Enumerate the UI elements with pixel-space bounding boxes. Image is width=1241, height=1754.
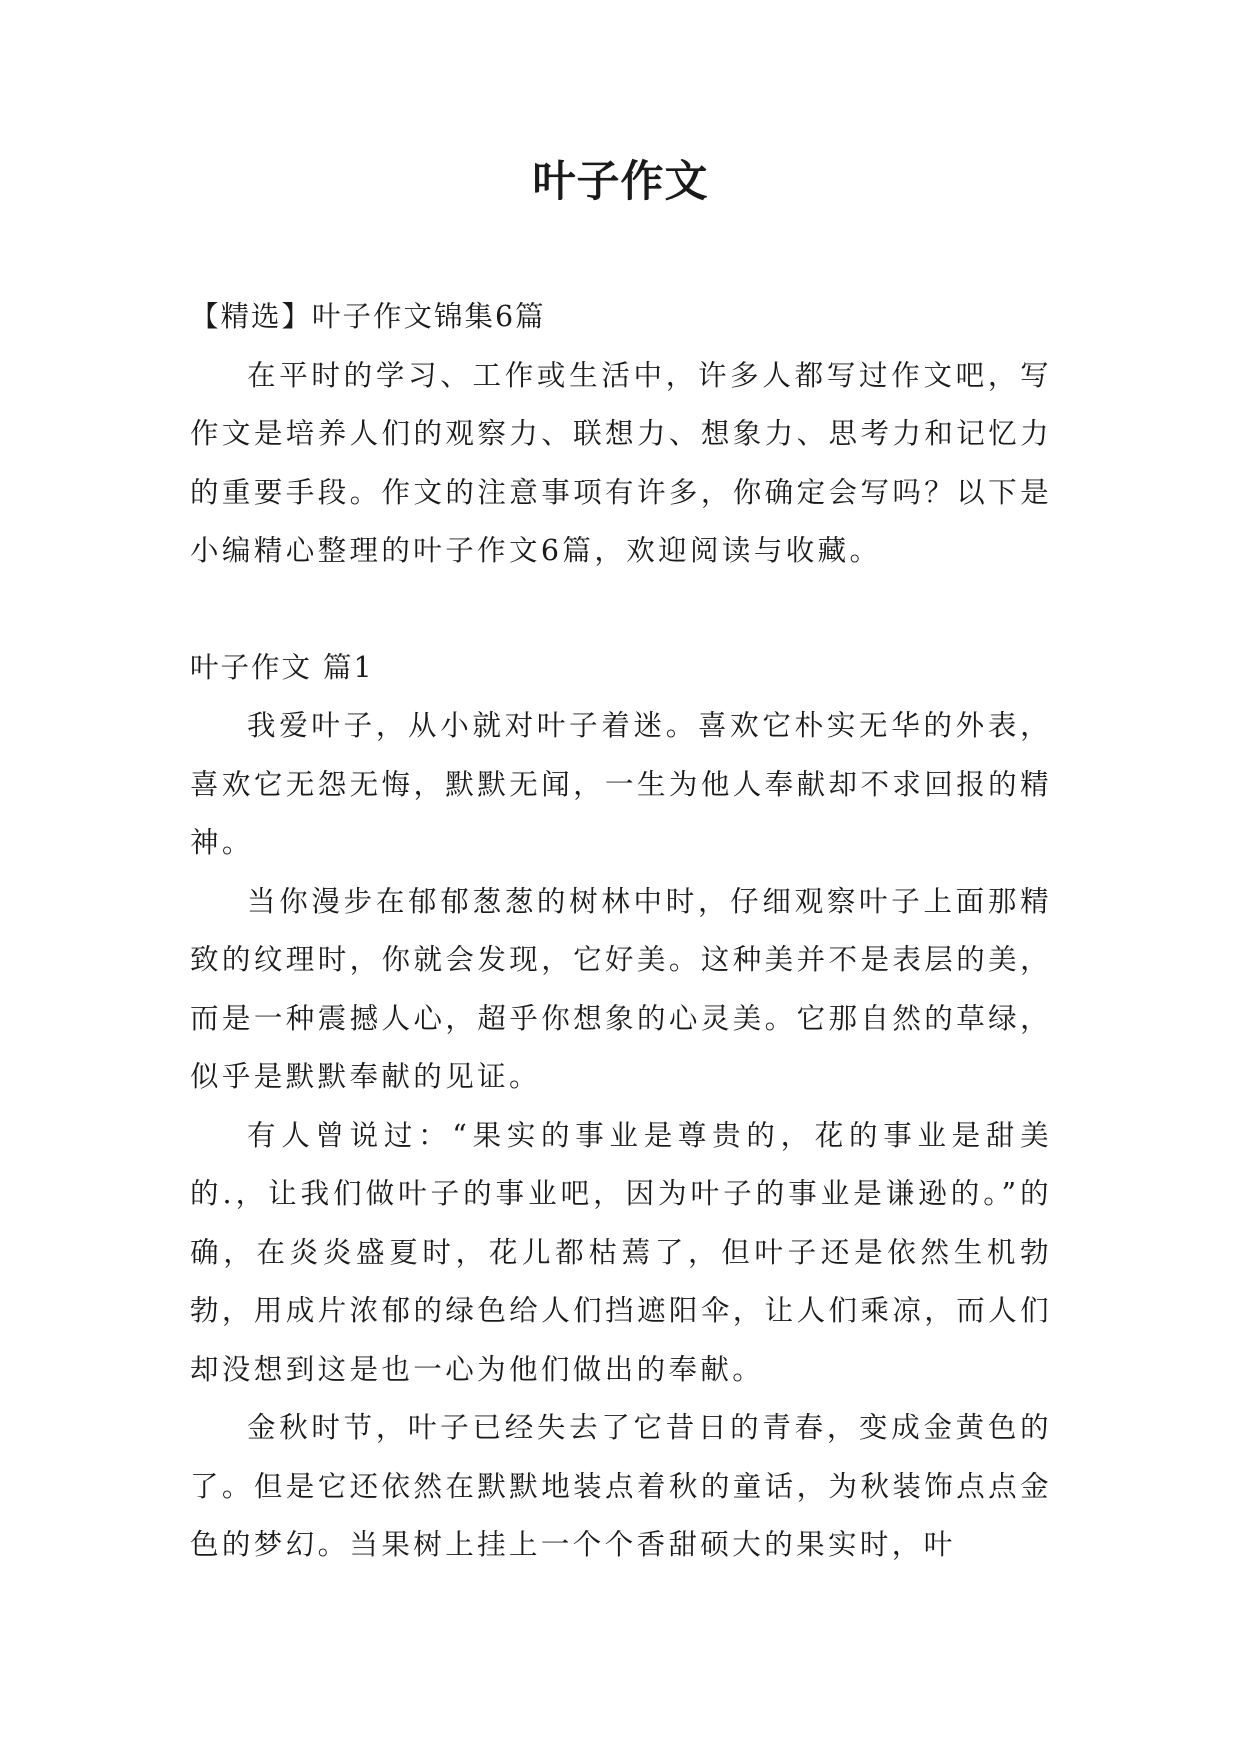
document-title: 叶子作文 <box>532 157 709 207</box>
document-body <box>190 288 1052 1575</box>
essay-section-1 <box>190 639 1052 1575</box>
essay-paragraph-2: 当你漫步在郁郁葱葱的树林中时，仔细观察叶子上面那精致的纹理时，你就会发现，它好美。这种美并不是表层的美，而是一种震撼人心，超乎你想象的心灵美。它那自然的草绿，似乎是默默奉献的见证。 <box>190 884 1052 1093</box>
essay-paragraph-4: 金秋时节，叶子已经失去了它昔日的青春，变成金黄色的了。但是它还依然在默默地装点着秋的童话，为秋装饰点点金色的梦幻。当果树上挂上一个个香甜硕大的果实时，叶 <box>190 1411 1052 1561</box>
section-heading: 叶子作文 篇1 <box>190 650 374 684</box>
intro-paragraph: 在平时的学习、工作或生活中，许多人都写过作文吧，写作文是培养人们的观察力、联想力、想象力、思考力和记忆力的重要手段。作文的注意事项有许多，你确定会写吗？以下是小编精心整理的叶子作文6篇，欢迎阅读与收藏。 <box>190 358 1052 567</box>
essay-paragraph-3: 有人曾说过：“果实的事业是尊贵的，花的事业是甜美的.，让我们做叶子的事业吧，因为叶子的事业是谦逊的。”的确，在炎炎盛夏时，花儿都枯蔫了，但叶子还是依然生机勃勃，用成片浓郁的绿色给人们挡遮阳伞，让人们乘凉，而人们却没想到这是也一心为他们做出的奉献。 <box>190 1118 1052 1386</box>
document-subtitle: 【精选】叶子作文锦集6篇 <box>190 300 546 333</box>
essay-paragraph-1: 我爱叶子，从小就对叶子着迷。喜欢它朴实无华的外表，喜欢它无怨无悔，默默无闻，一生为他人奉献却不求回报的精神。 <box>190 709 1052 859</box>
